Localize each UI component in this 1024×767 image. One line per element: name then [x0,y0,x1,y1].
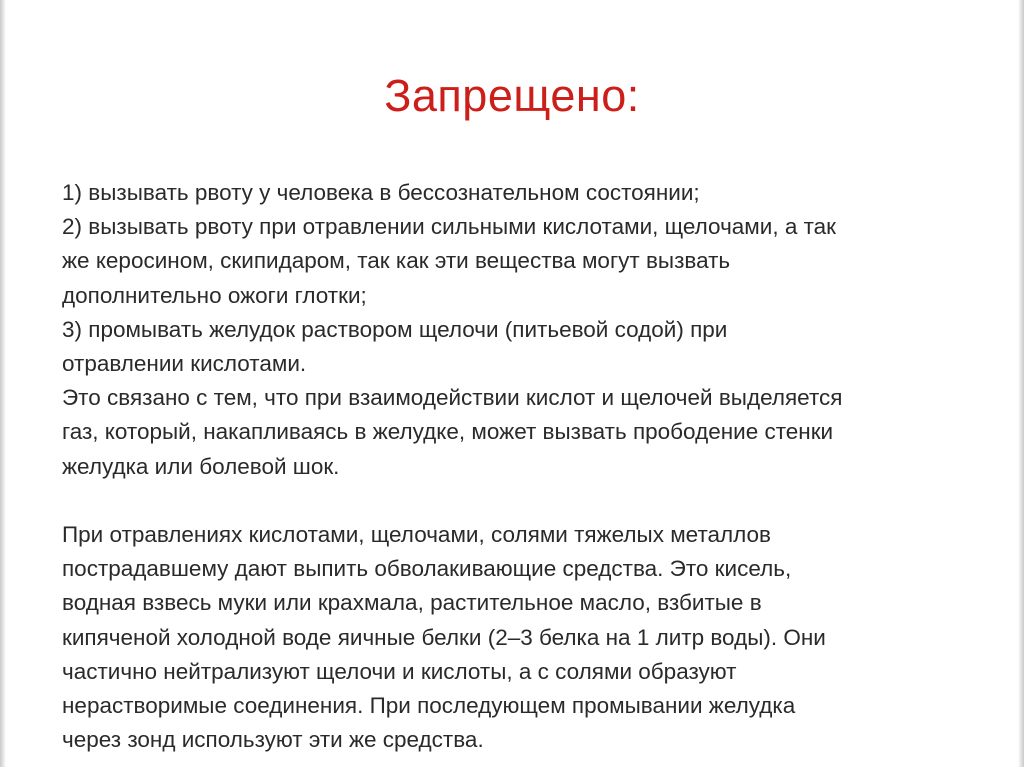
text-line: отравлении кислотами. [62,351,307,377]
text-line: газ, который, накапливаясь в желудке, может вызвать прободение стенки [62,419,834,445]
slide-body-text [62,176,972,757]
paragraph-gap [62,484,972,518]
text-line: желудка или болевой шок. [62,453,340,479]
text-line: кипяченой холодной воде яичные белки (2–3 белка на 1 литр воды). Они [62,624,826,650]
text-line: 3) промывать желудок раствором щелочи (питьевой содой) при [62,316,728,342]
text-line: же керосином, скипидаром, так как эти вещества могут вызвать [62,248,731,274]
text-line: через зонд используют эти же средства. [62,727,484,753]
text-line: 2) вызывать рвоту при отравлении сильными кислотами, щелочами, а так [62,214,837,240]
prohibitions-paragraph [62,176,972,484]
text-line: частично нейтрализуют щелочи и кислоты, а с солями образуют [62,658,737,684]
text-line: нерастворимые соединения. При последующем промывании желудка [62,693,796,719]
text-line: водная взвесь муки или крахмала, растительное масло, взбитые в [62,590,762,616]
treatment-paragraph [62,518,972,757]
text-line: Это связано с тем, что при взаимодействии кислот и щелочей выделяется [62,385,843,411]
text-line: дополнительно ожоги глотки; [62,282,367,308]
text-line: 1) вызывать рвоту у человека в бессознательном состоянии; [62,180,700,205]
text-line: При отравлениях кислотами, щелочами, солями тяжелых металлов [62,522,771,548]
slide-title: Запрещено: [384,70,640,121]
text-line: пострадавшему дают выпить обволакивающие средства. Это кисель, [62,556,792,582]
